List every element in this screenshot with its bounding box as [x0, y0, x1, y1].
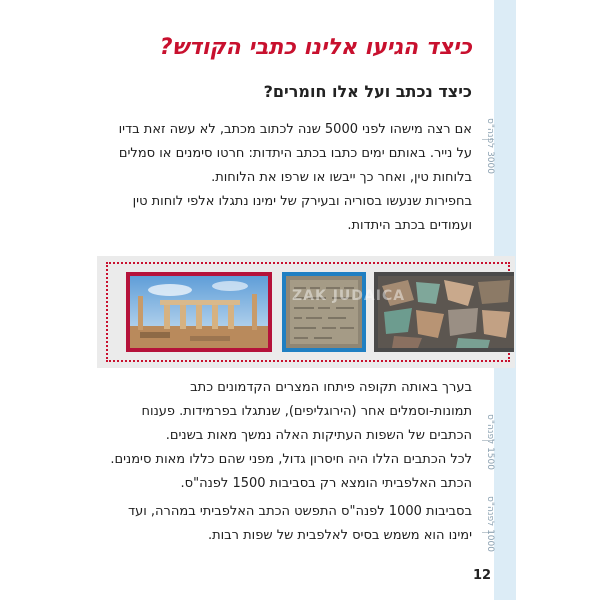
timeline-label-1000: 1000 לפנה"ס	[485, 496, 495, 552]
timeline-label-3000: 3000 לפנה"ס	[485, 118, 495, 174]
paragraph-hieroglyphs: בערך באותה תקופה פיתחו המצרים הקדמונים כתב תמונות-וסמלים אחר (הירוגליפים), שנתגלו בפרמידות. פענוח הכתבים של השפות העתיקות האלה נמשך מאות בשנים.	[141, 380, 472, 443]
paragraph-cuneiform: אם רצה מישהו לפני 5000 שנה לכתוב מכתב, לא עשה זאת בדיו על נייר. באותם ימים כתבו בכתב היתדות: חרטו סימנים או סמלים בלוחות טין, ואחר כך ייבשו או שרפו את הלוחות.	[118, 122, 472, 185]
page-title: כיצד הגיעו אלינו כתבי הקודש?	[159, 35, 472, 60]
clay-tablet-photo	[282, 272, 366, 352]
paragraph-alphabet-spread: בסביבות 1000 לפנה"ס התפשט הכתב האלפביתי במהרה, ועד ימינו הוא משמש בסיס לאלפבית של שפות רבות.	[128, 504, 472, 543]
timeline-label-1500: 1500 לפנה"ס	[485, 414, 495, 470]
section-subtitle: כיצד נכתב ועל אלו חומרים?	[263, 82, 472, 101]
watermark-text: ZAK JUDAICA	[292, 288, 406, 304]
page-number: 12	[472, 568, 492, 583]
paragraph-excavations: בחפירות שנעשו בסוריה ובעירק של ימינו נתגלו אלפי לוחות טין ועמודים בכתב היתדות.	[132, 194, 472, 233]
ruins-columns-photo	[126, 272, 272, 352]
pottery-shards-photo	[374, 272, 514, 352]
paragraph-alphabet-invention: לכל הכתבים הללו היה חיסרון גדול, מפני שהם כללו מאות סימנים. הכתב האלפביתי הומצא רק בסביבות 1500 לפנה"ס.	[110, 452, 472, 491]
